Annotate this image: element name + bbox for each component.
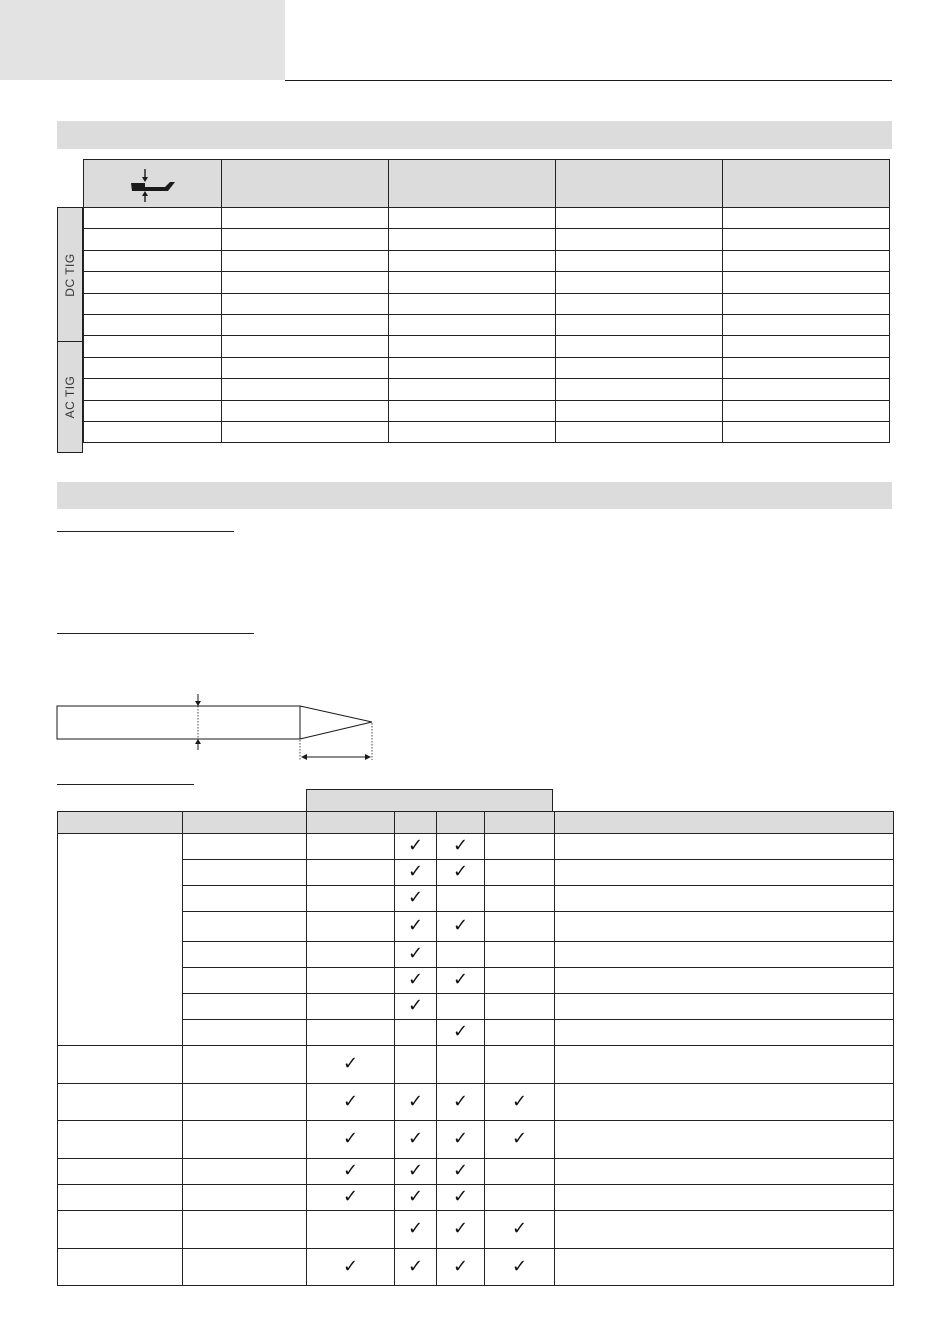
thickness-table-row: [84, 250, 890, 271]
thickness-table-cell: [222, 229, 389, 250]
check-mark-icon: ✓: [452, 861, 469, 882]
electrode-check-cell: [395, 1159, 437, 1185]
thickness-table-row: [84, 379, 890, 400]
header-corner-block: [0, 0, 285, 80]
electrode-check-cell: [395, 912, 437, 942]
thickness-table-cell: [723, 336, 890, 357]
thickness-table-cell: [222, 272, 389, 293]
electrode-check-cell: [437, 968, 485, 994]
electrode-check-cell: [485, 860, 555, 886]
electrode-type-cell: [183, 886, 307, 912]
electrode-check-cell: [395, 1046, 437, 1084]
electrode-check-cell: [437, 912, 485, 942]
electrode-notes-cell: [555, 1020, 894, 1046]
electrode-type-cell: [183, 834, 307, 860]
electrode-check-cell: [395, 886, 437, 912]
header-rule: [285, 80, 892, 81]
electrode-notes-cell: [555, 1185, 894, 1211]
thickness-table-cell: [723, 314, 890, 335]
electrode-check-cell: [307, 942, 395, 968]
thickness-table-row: [84, 208, 890, 229]
thickness-table-cell: [723, 272, 890, 293]
electrode-check-cell: [485, 1121, 555, 1159]
electrode-notes-cell: [555, 1211, 894, 1249]
thickness-table-cell: [84, 314, 222, 335]
electrode-check-cell: [437, 1159, 485, 1185]
electrode-type-cell: [183, 1084, 307, 1121]
electrode-check-cell: [485, 834, 555, 860]
thickness-table-cell: [389, 400, 556, 421]
thickness-table-row: [84, 357, 890, 378]
electrode-table-body: [58, 834, 894, 1286]
thickness-table-row: [84, 272, 890, 293]
electrode-group-cell: [58, 1211, 183, 1249]
electrode-group-cell: [58, 1046, 183, 1084]
electrode-header-cell: [58, 812, 183, 834]
electrode-check-cell: [395, 1121, 437, 1159]
electrode-check-cell: [307, 1185, 395, 1211]
electrode-table-row: [58, 1020, 894, 1046]
electrode-check-cell: [395, 1185, 437, 1211]
electrode-check-cell: [395, 860, 437, 886]
electrode-header-cell: [183, 812, 307, 834]
electrode-header-cell: [485, 812, 555, 834]
electrode-check-cell: [307, 1020, 395, 1046]
electrode-table-row: [58, 968, 894, 994]
electrode-group-cell: [58, 1084, 183, 1121]
electrode-type-cell: [183, 1121, 307, 1159]
thickness-table-row: [84, 421, 890, 442]
electrode-check-cell: [437, 1084, 485, 1121]
check-mark-icon: ✓: [407, 1186, 424, 1207]
thickness-table-cell: [84, 336, 222, 357]
check-mark-icon: ✓: [342, 1255, 359, 1277]
electrode-check-cell: [485, 1084, 555, 1121]
electrode-check-cell: [485, 1249, 555, 1286]
ac-tig-side-label: [57, 341, 83, 453]
electrode-notes-cell: [555, 1046, 894, 1084]
thickness-table-row: [84, 314, 890, 335]
section-bar-electrode: [57, 482, 892, 509]
electrode-check-cell: [485, 886, 555, 912]
electrode-check-cell: [485, 942, 555, 968]
electrode-notes-cell: [555, 834, 894, 860]
section-bar-thickness: [57, 121, 892, 149]
electrode-check-cell: [485, 1046, 555, 1084]
electrode-notes-cell: [555, 886, 894, 912]
thickness-table-row: [84, 293, 890, 314]
electrode-notes-cell: [555, 968, 894, 994]
electrode-check-cell: [485, 1185, 555, 1211]
thickness-table-cell: [84, 250, 222, 271]
thickness-table-cell: [222, 250, 389, 271]
electrode-check-cell: [437, 1211, 485, 1249]
electrode-check-cell: [307, 860, 395, 886]
electrode-diagram: [56, 690, 386, 762]
check-mark-icon: ✓: [407, 861, 424, 882]
electrode-check-cell: [307, 1121, 395, 1159]
thickness-table-cell: [222, 336, 389, 357]
check-mark-icon: ✓: [452, 1160, 469, 1181]
electrode-group-cell: [58, 834, 183, 1046]
thickness-header-cell: [84, 160, 222, 208]
check-mark-icon: ✓: [452, 1021, 469, 1042]
thickness-table-cell: [389, 357, 556, 378]
thickness-table-cell: [84, 421, 222, 442]
thickness-table-cell: [222, 357, 389, 378]
electrode-type-cell: [183, 1159, 307, 1185]
electrode-type-cell: [183, 1249, 307, 1286]
electrode-check-cell: [437, 1121, 485, 1159]
thickness-table-cell: [84, 400, 222, 421]
electrode-table-row: [58, 886, 894, 912]
electrode-type-cell: [183, 968, 307, 994]
subheading-rule: [57, 531, 234, 532]
thickness-table-body: [84, 208, 890, 443]
check-mark-icon: ✓: [407, 1090, 424, 1112]
electrode-table-row: [58, 994, 894, 1020]
thickness-table-cell: [222, 293, 389, 314]
electrode-check-cell: [485, 968, 555, 994]
thickness-table-cell: [84, 357, 222, 378]
check-mark-icon: ✓: [407, 969, 424, 990]
electrode-check-cell: [437, 1046, 485, 1084]
thickness-table-cell: [84, 379, 222, 400]
electrode-check-cell: [307, 1084, 395, 1121]
check-mark-icon: ✓: [407, 1160, 424, 1181]
thickness-table-cell: [84, 229, 222, 250]
electrode-check-cell: [395, 1020, 437, 1046]
electrode-check-cell: [307, 1211, 395, 1249]
electrode-table-row: [58, 1185, 894, 1211]
thickness-table-cell: [84, 293, 222, 314]
electrode-check-cell: [395, 968, 437, 994]
electrode-type-cell: [183, 942, 307, 968]
thickness-table-cell: [389, 229, 556, 250]
electrode-group-cell: [58, 1159, 183, 1185]
thickness-table-cell: [389, 250, 556, 271]
thickness-table-cell: [556, 250, 723, 271]
electrode-check-cell: [437, 942, 485, 968]
electrode-group-cell: [58, 1185, 183, 1211]
thickness-table-header: [84, 160, 890, 208]
electrode-notes-cell: [555, 1249, 894, 1286]
electrode-group-cell: [58, 1249, 183, 1286]
thickness-table-cell: [556, 293, 723, 314]
check-mark-icon: ✓: [511, 1090, 528, 1112]
electrode-check-cell: [395, 1084, 437, 1121]
electrode-check-cell: [307, 994, 395, 1020]
thickness-table: [83, 159, 890, 443]
thickness-table-cell: [723, 250, 890, 271]
thickness-table-cell: [556, 421, 723, 442]
electrode-check-cell: [485, 912, 555, 942]
thickness-table-cell: [723, 357, 890, 378]
electrode-table-row: [58, 1211, 894, 1249]
electrode-type-cell: [183, 912, 307, 942]
electrode-header-cell: [307, 812, 395, 834]
check-mark-icon: ✓: [407, 887, 424, 908]
thickness-table-cell: [556, 208, 723, 229]
thickness-table-cell: [222, 421, 389, 442]
electrode-check-cell: [307, 912, 395, 942]
electrode-check-cell: [437, 834, 485, 860]
electrode-table-header: [58, 812, 894, 834]
electrode-check-cell: [485, 1159, 555, 1185]
thickness-table-cell: [723, 229, 890, 250]
thickness-table-cell: [556, 314, 723, 335]
electrode-check-cell: [307, 1249, 395, 1286]
electrode-table-row: [58, 834, 894, 860]
electrode-notes-cell: [555, 1159, 894, 1185]
check-mark-icon: ✓: [342, 1186, 359, 1207]
thickness-header-cell: [723, 160, 890, 208]
electrode-header-cell: [437, 812, 485, 834]
electrode-group-cell: [58, 1121, 183, 1159]
thickness-table-cell: [723, 400, 890, 421]
electrode-table-group-header: [306, 789, 553, 811]
plate-thickness-icon: [128, 164, 178, 204]
electrode-table-row: [58, 912, 894, 942]
thickness-table-cell: [84, 208, 222, 229]
electrode-check-cell: [437, 1249, 485, 1286]
check-mark-icon: ✓: [407, 995, 424, 1016]
subheading-rule: [57, 784, 194, 785]
check-mark-icon: ✓: [407, 943, 424, 964]
thickness-header-cell: [556, 160, 723, 208]
electrode-type-cell: [183, 1211, 307, 1249]
thickness-table-cell: [556, 272, 723, 293]
electrode-table-row: [58, 1084, 894, 1121]
electrode-type-cell: [183, 994, 307, 1020]
check-mark-icon: ✓: [511, 1218, 528, 1239]
electrode-table-row: [58, 860, 894, 886]
thickness-table-cell: [222, 314, 389, 335]
thickness-table-cell: [556, 379, 723, 400]
electrode-notes-cell: [555, 994, 894, 1020]
electrode-table-row: [58, 1159, 894, 1185]
thickness-table-cell: [723, 421, 890, 442]
thickness-table-cell: [389, 208, 556, 229]
electrode-header-cell: [555, 812, 894, 834]
thickness-table-cell: [389, 293, 556, 314]
electrode-check-cell: [437, 1185, 485, 1211]
check-mark-icon: ✓: [452, 969, 469, 990]
check-mark-icon: ✓: [407, 835, 424, 856]
thickness-table-cell: [556, 336, 723, 357]
check-mark-icon: ✓: [452, 835, 469, 856]
electrode-check-cell: [307, 968, 395, 994]
electrode-table: [57, 811, 894, 1286]
electrode-check-cell: [307, 886, 395, 912]
check-mark-icon: ✓: [407, 915, 424, 936]
thickness-table-cell: [723, 293, 890, 314]
thickness-table-cell: [84, 272, 222, 293]
check-mark-icon: ✓: [452, 1090, 469, 1112]
electrode-notes-cell: [555, 1121, 894, 1159]
electrode-type-cell: [183, 1185, 307, 1211]
check-mark-icon: ✓: [452, 1255, 469, 1277]
thickness-table-cell: [222, 379, 389, 400]
thickness-table-cell: [389, 336, 556, 357]
check-mark-icon: ✓: [342, 1053, 359, 1074]
electrode-table-row: [58, 1046, 894, 1084]
thickness-table-cell: [389, 314, 556, 335]
electrode-check-cell: [307, 1159, 395, 1185]
electrode-check-cell: [307, 834, 395, 860]
thickness-table-cell: [222, 208, 389, 229]
check-mark-icon: ✓: [407, 1255, 424, 1277]
electrode-type-cell: [183, 1046, 307, 1084]
electrode-check-cell: [395, 1211, 437, 1249]
thickness-table-row: [84, 400, 890, 421]
dc-tig-label: DC TIG: [63, 252, 77, 297]
thickness-header-cell: [389, 160, 556, 208]
thickness-table-cell: [389, 379, 556, 400]
check-mark-icon: ✓: [342, 1128, 359, 1149]
thickness-table-cell: [556, 229, 723, 250]
thickness-header-cell: [222, 160, 389, 208]
electrode-check-cell: [437, 860, 485, 886]
check-mark-icon: ✓: [452, 915, 469, 936]
electrode-check-cell: [395, 1249, 437, 1286]
electrode-header-cell: [395, 812, 437, 834]
electrode-check-cell: [307, 1046, 395, 1084]
thickness-table-cell: [723, 208, 890, 229]
electrode-check-cell: [485, 1211, 555, 1249]
electrode-notes-cell: [555, 912, 894, 942]
electrode-check-cell: [395, 834, 437, 860]
thickness-table-cell: [556, 357, 723, 378]
thickness-table-row: [84, 336, 890, 357]
ac-tig-label: AC TIG: [63, 375, 77, 419]
electrode-table-row: [58, 1121, 894, 1159]
electrode-check-cell: [485, 994, 555, 1020]
thickness-table-cell: [222, 400, 389, 421]
electrode-type-cell: [183, 860, 307, 886]
thickness-table-cell: [389, 272, 556, 293]
electrode-notes-cell: [555, 1084, 894, 1121]
electrode-table-row: [58, 942, 894, 968]
dc-tig-side-label: [57, 207, 83, 342]
electrode-check-cell: [395, 942, 437, 968]
thickness-table-cell: [389, 421, 556, 442]
electrode-notes-cell: [555, 860, 894, 886]
electrode-table-row: [58, 1249, 894, 1286]
check-mark-icon: ✓: [452, 1186, 469, 1207]
check-mark-icon: ✓: [342, 1090, 359, 1112]
electrode-check-cell: [437, 1020, 485, 1046]
electrode-notes-cell: [555, 942, 894, 968]
electrode-check-cell: [437, 886, 485, 912]
electrode-type-cell: [183, 1020, 307, 1046]
check-mark-icon: ✓: [407, 1128, 424, 1149]
check-mark-icon: ✓: [452, 1128, 469, 1149]
electrode-check-cell: [485, 1020, 555, 1046]
electrode-check-cell: [395, 994, 437, 1020]
thickness-table-row: [84, 229, 890, 250]
check-mark-icon: ✓: [452, 1218, 469, 1239]
check-mark-icon: ✓: [511, 1128, 528, 1149]
thickness-table-cell: [723, 379, 890, 400]
thickness-table-cell: [556, 400, 723, 421]
check-mark-icon: ✓: [511, 1255, 528, 1277]
subheading-rule: [57, 633, 254, 634]
check-mark-icon: ✓: [407, 1218, 424, 1239]
check-mark-icon: ✓: [342, 1160, 359, 1181]
electrode-check-cell: [437, 994, 485, 1020]
